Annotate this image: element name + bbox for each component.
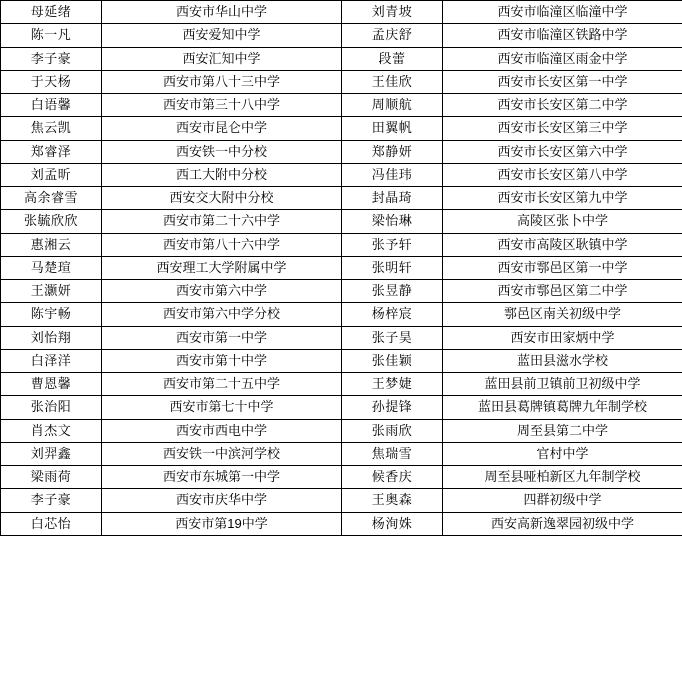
- table-row: [1, 396, 682, 419]
- table-row: [1, 233, 682, 256]
- school-name-cell: 西安市西电中学: [102, 419, 342, 442]
- student-name-cell: 惠湘云: [1, 233, 102, 256]
- table-row: [1, 1, 682, 24]
- student-name-cell: 张子昊: [342, 326, 443, 349]
- school-name-cell: 西安市鄠邑区第一中学: [443, 256, 682, 279]
- student-name-cell: 白语馨: [1, 94, 102, 117]
- school-name-cell: 蓝田县前卫镇前卫初级中学: [443, 373, 682, 396]
- school-name-cell: 西安市第二十六中学: [102, 210, 342, 233]
- table-row: [1, 442, 682, 465]
- school-name-cell: 西安市第一中学: [102, 326, 342, 349]
- table-row: [1, 140, 682, 163]
- school-name-cell: 西安市长安区第二中学: [443, 94, 682, 117]
- school-name-cell: 西安市东城第一中学: [102, 466, 342, 489]
- school-name-cell: 西安市长安区第八中学: [443, 163, 682, 186]
- school-name-cell: 西安市长安区第九中学: [443, 187, 682, 210]
- school-name-cell: 西安市第七十中学: [102, 396, 342, 419]
- school-name-cell: 西安爱知中学: [102, 24, 342, 47]
- table-row: [1, 512, 682, 535]
- table-row: [1, 419, 682, 442]
- student-name-cell: 候香庆: [342, 466, 443, 489]
- student-name-cell: 王佳欣: [342, 70, 443, 93]
- school-name-cell: 高陵区张卜中学: [443, 210, 682, 233]
- student-name-cell: 陈宇畅: [1, 303, 102, 326]
- school-name-cell: 西安市第六中学: [102, 280, 342, 303]
- student-name-cell: 焦云凯: [1, 117, 102, 140]
- school-name-cell: 西安市华山中学: [102, 1, 342, 24]
- student-name-cell: 刘青坡: [342, 1, 443, 24]
- student-name-cell: 马楚瑄: [1, 256, 102, 279]
- school-name-cell: 西安市第三十八中学: [102, 94, 342, 117]
- school-name-cell: 西安高新逸翠园初级中学: [443, 512, 682, 535]
- student-name-cell: 田翼帆: [342, 117, 443, 140]
- student-name-cell: 周顺航: [342, 94, 443, 117]
- table-row: [1, 24, 682, 47]
- student-name-cell: 高余睿雪: [1, 187, 102, 210]
- school-name-cell: 西安交大附中分校: [102, 187, 342, 210]
- student-name-cell: 郑睿泽: [1, 140, 102, 163]
- table-row: [1, 303, 682, 326]
- school-name-cell: 西工大附中分校: [102, 163, 342, 186]
- table-row: [1, 489, 682, 512]
- school-name-cell: 西安汇知中学: [102, 47, 342, 70]
- table-row: [1, 373, 682, 396]
- table-row: [1, 280, 682, 303]
- student-name-cell: 王灏妍: [1, 280, 102, 303]
- student-name-cell: 刘羿鑫: [1, 442, 102, 465]
- table-row: [1, 70, 682, 93]
- student-name-cell: 张雨欣: [342, 419, 443, 442]
- table-row: [1, 256, 682, 279]
- student-name-cell: 孙提锋: [342, 396, 443, 419]
- student-name-cell: 张予轩: [342, 233, 443, 256]
- school-name-cell: 西安市长安区第六中学: [443, 140, 682, 163]
- school-name-cell: 西安市长安区第一中学: [443, 70, 682, 93]
- school-name-cell: 西安市第六中学分校: [102, 303, 342, 326]
- table-row: [1, 210, 682, 233]
- school-name-cell: 西安市临潼区铁路中学: [443, 24, 682, 47]
- student-name-cell: 孟庆舒: [342, 24, 443, 47]
- student-name-cell: 张治阳: [1, 396, 102, 419]
- student-name-cell: 张毓欣欣: [1, 210, 102, 233]
- student-name-cell: 杨梓宸: [342, 303, 443, 326]
- school-name-cell: 西安市昆仑中学: [102, 117, 342, 140]
- school-name-cell: 西安市第十中学: [102, 349, 342, 372]
- school-name-cell: 西安铁一中分校: [102, 140, 342, 163]
- school-name-cell: 西安理工大学附属中学: [102, 256, 342, 279]
- school-name-cell: 西安市第19中学: [102, 512, 342, 535]
- student-name-cell: 李子豪: [1, 489, 102, 512]
- table-row: [1, 466, 682, 489]
- table-row: [1, 326, 682, 349]
- student-name-cell: 于天杨: [1, 70, 102, 93]
- student-name-cell: 段蕾: [342, 47, 443, 70]
- table-row: [1, 94, 682, 117]
- school-name-cell: 西安市临潼区临潼中学: [443, 1, 682, 24]
- student-name-cell: 张佳颖: [342, 349, 443, 372]
- school-name-cell: 西安市第二十五中学: [102, 373, 342, 396]
- student-name-cell: 梁雨荷: [1, 466, 102, 489]
- student-name-cell: 梁怡琳: [342, 210, 443, 233]
- student-name-cell: 杨洵姝: [342, 512, 443, 535]
- school-name-cell: 蓝田县葛牌镇葛牌九年制学校: [443, 396, 682, 419]
- school-name-cell: 西安市高陵区耿镇中学: [443, 233, 682, 256]
- student-name-cell: 陈一凡: [1, 24, 102, 47]
- student-name-cell: 郑静妍: [342, 140, 443, 163]
- table-row: [1, 187, 682, 210]
- school-name-cell: 西安市长安区第三中学: [443, 117, 682, 140]
- school-name-cell: 西安铁一中滨河学校: [102, 442, 342, 465]
- student-name-cell: 刘怡翔: [1, 326, 102, 349]
- school-name-cell: 西安市第八十六中学: [102, 233, 342, 256]
- student-name-cell: 刘孟昕: [1, 163, 102, 186]
- student-name-cell: 张明轩: [342, 256, 443, 279]
- student-name-cell: 冯佳玮: [342, 163, 443, 186]
- school-name-cell: 周至县哑柏新区九年制学校: [443, 466, 682, 489]
- student-name-cell: 白芯怡: [1, 512, 102, 535]
- school-name-cell: 西安市第八十三中学: [102, 70, 342, 93]
- table-row: [1, 117, 682, 140]
- school-name-cell: 蓝田县滋水学校: [443, 349, 682, 372]
- school-name-cell: 西安市庆华中学: [102, 489, 342, 512]
- student-name-cell: 封晶琦: [342, 187, 443, 210]
- school-name-cell: 官村中学: [443, 442, 682, 465]
- school-name-cell: 西安市鄠邑区第二中学: [443, 280, 682, 303]
- student-name-cell: 王梦婕: [342, 373, 443, 396]
- student-name-cell: 白泽洋: [1, 349, 102, 372]
- student-name-cell: 曹恩馨: [1, 373, 102, 396]
- student-name-cell: 张昱静: [342, 280, 443, 303]
- student-name-cell: 母延绪: [1, 1, 102, 24]
- school-name-cell: 鄠邑区南关初级中学: [443, 303, 682, 326]
- student-name-cell: 李子豪: [1, 47, 102, 70]
- table-row: [1, 163, 682, 186]
- table-row: [1, 47, 682, 70]
- student-name-cell: 肖杰文: [1, 419, 102, 442]
- student-name-cell: 王奥森: [342, 489, 443, 512]
- table-row: [1, 349, 682, 372]
- school-name-cell: 周至县第二中学: [443, 419, 682, 442]
- school-name-cell: 四群初级中学: [443, 489, 682, 512]
- student-name-cell: 焦瑞雪: [342, 442, 443, 465]
- table-body: [1, 1, 682, 536]
- school-name-cell: 西安市临潼区雨金中学: [443, 47, 682, 70]
- school-name-cell: 西安市田家炳中学: [443, 326, 682, 349]
